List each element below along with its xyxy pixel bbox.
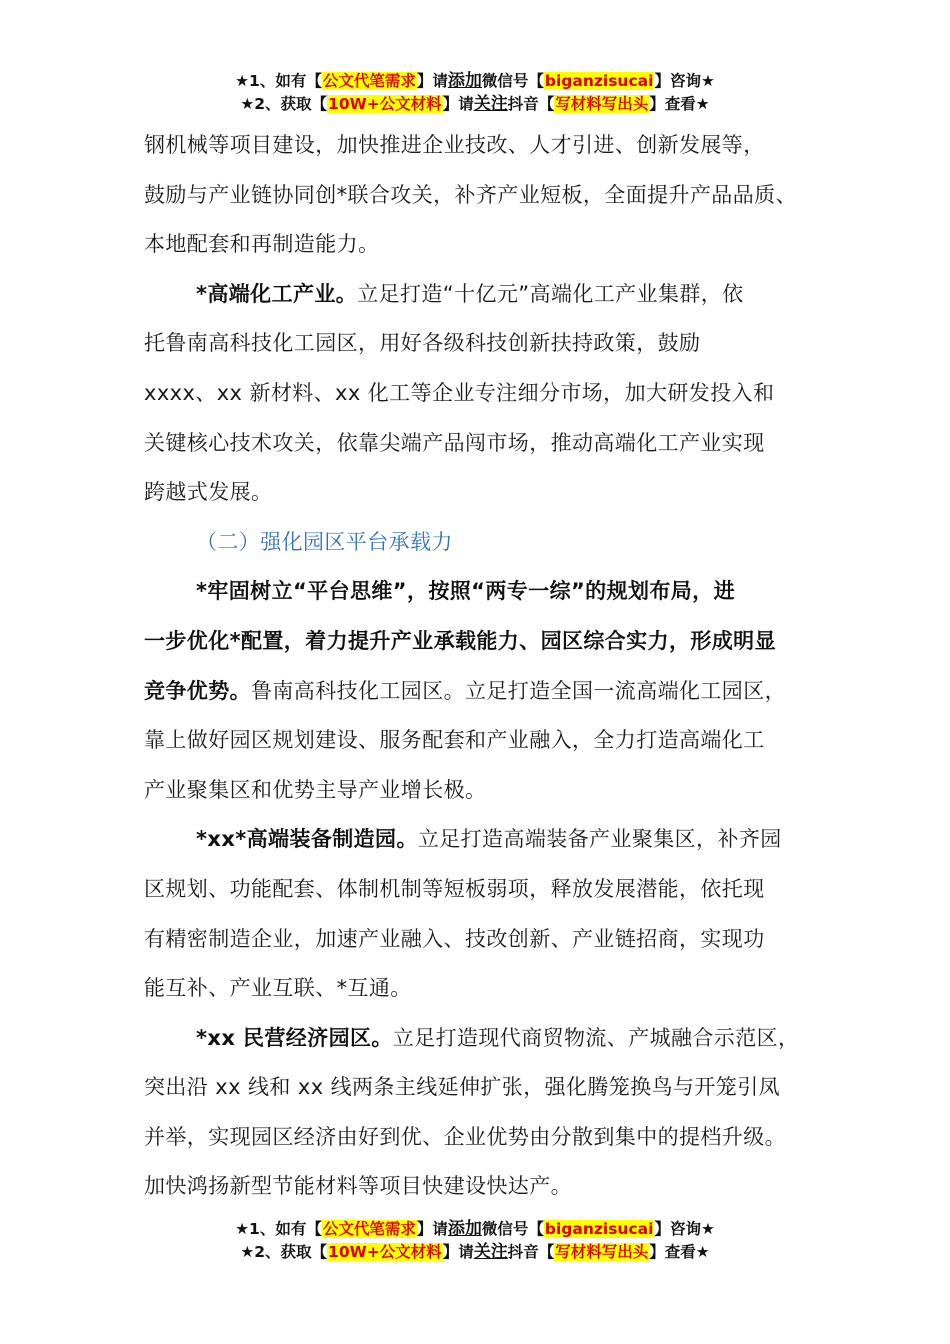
text-line: 靠上做好园区规划建设、服务配套和产业融入，全力打造高端化工 — [144, 728, 765, 753]
text-line — [144, 667, 834, 717]
highlight-materials: 10W+公文材料 — [328, 1243, 442, 1261]
text-line: 托鲁南高科技化工园区，用好各级科技创新扶持政策，鼓励 — [144, 331, 701, 356]
banner-underlined: 关注 — [473, 1242, 508, 1262]
banner-text: 】请 — [442, 1243, 474, 1261]
banner-text: ★1、如有【 — [235, 1220, 322, 1238]
section-heading: （二）强化园区平台承载力 — [196, 529, 453, 554]
paragraph-3 — [144, 567, 834, 815]
paragraph-1 — [144, 121, 834, 270]
text-line: xxxx、xx 新材料、xx 化工等企业专注细分市场，加大研发投入和 — [144, 380, 775, 405]
paragraph-4 — [144, 815, 834, 1013]
text-line: 本地配套和再制造能力。 — [144, 232, 380, 257]
banner-underlined: 添加 — [447, 71, 482, 91]
text-line: 突出沿 xx 线和 xx 线两条主线延伸扩张，强化腾笼换鸟与开笼引凤 — [144, 1075, 781, 1100]
banner-text: 】请 — [442, 95, 474, 113]
paragraph-2 — [144, 270, 834, 518]
text-line: *牢固树立“平台思维”，按照“两专一综”的规划布局，进 — [196, 579, 735, 604]
banner-text: 】咨询★ — [654, 72, 715, 90]
banner-text: 】请 — [416, 72, 448, 90]
banner-text: 抖音【 — [507, 1243, 555, 1261]
banner-text: 抖音【 — [507, 95, 555, 113]
bold-lead: *xx 民营经济园区。 — [196, 1025, 393, 1050]
text-run: 立足打造高端装备产业聚集区，补齐园 — [417, 827, 782, 852]
text-line: 产业聚集区和优势主导产业增长极。 — [144, 777, 487, 802]
bold-lead: *高端化工产业。 — [196, 281, 358, 306]
highlight-wechat-id: biganzisucai — [544, 1220, 654, 1238]
paragraph-5 — [144, 1014, 834, 1212]
bold-lead: 竞争优势。 — [144, 678, 251, 703]
banner-line-2 — [0, 1241, 950, 1264]
banner-text: 】查看★ — [649, 95, 710, 113]
banner-text: ★1、如有【 — [235, 72, 322, 90]
text-line: 加快鸿扬新型节能材料等项目快建设快达产。 — [144, 1174, 572, 1199]
banner-text: 】查看★ — [649, 1243, 710, 1261]
banner-line-1 — [0, 70, 950, 93]
text-line: 能互补、产业互联、*互通。 — [144, 976, 412, 1001]
highlight-douyin-id: 写材料写出头 — [555, 95, 649, 113]
highlight-douyin-id: 写材料写出头 — [555, 1243, 649, 1261]
text-line: 区规划、功能配套、体制机制等短板弱项，释放发展潜能，依托现 — [144, 876, 765, 901]
highlight-wechat-id: biganzisucai — [544, 72, 654, 90]
highlight-materials: 10W+公文材料 — [328, 95, 442, 113]
banner-text: ★2、获取【 — [240, 1243, 328, 1261]
text-line: 鼓励与产业链协同创*联合攻关，补齐产业短板，全面提升产品品质、 — [144, 182, 797, 207]
document-body — [144, 121, 834, 1212]
text-line — [144, 815, 834, 865]
top-banner — [0, 70, 950, 116]
banner-text: ★2、获取【 — [240, 95, 328, 113]
banner-underlined: 关注 — [473, 94, 508, 114]
highlight-service: 公文代笔需求 — [322, 1220, 416, 1238]
banner-text: 微信号【 — [481, 1220, 544, 1238]
banner-line-2 — [0, 93, 950, 116]
text-line: 关键核心技术攻关，依靠尖端产品闯市场，推动高端化工产业实现 — [144, 430, 765, 455]
text-line — [144, 1014, 834, 1064]
banner-line-1 — [0, 1218, 950, 1241]
highlight-service: 公文代笔需求 — [322, 72, 416, 90]
text-run: 立足打造现代商贸物流、产城融合示范区， — [392, 1025, 800, 1050]
bottom-banner — [0, 1218, 950, 1264]
banner-text: 微信号【 — [481, 72, 544, 90]
text-line: 并举，实现园区经济由好到优、企业优势由分散到集中的提档升级。 — [144, 1124, 786, 1149]
text-run: 鲁南高科技化工园区。立足打造全国一流高端化工园区， — [251, 678, 786, 703]
text-line: 跨越式发展。 — [144, 480, 273, 505]
banner-text: 】请 — [416, 1220, 448, 1238]
banner-underlined: 添加 — [447, 1219, 482, 1239]
text-line — [144, 270, 834, 320]
text-line: 有精密制造企业，加速产业融入、技改创新、产业链招商，实现功 — [144, 926, 765, 951]
text-line: 钢机械等项目建设，加快推进企业技改、人才引进、创新发展等， — [144, 133, 765, 157]
text-run: 立足打造“十亿元”高端化工产业集群，依 — [357, 281, 744, 306]
text-line: 一步优化*配置，着力提升产业承载能力、园区综合实力，形成明显 — [144, 628, 776, 653]
banner-text: 】咨询★ — [654, 1220, 715, 1238]
bold-lead: *xx*高端装备制造园。 — [196, 827, 418, 852]
